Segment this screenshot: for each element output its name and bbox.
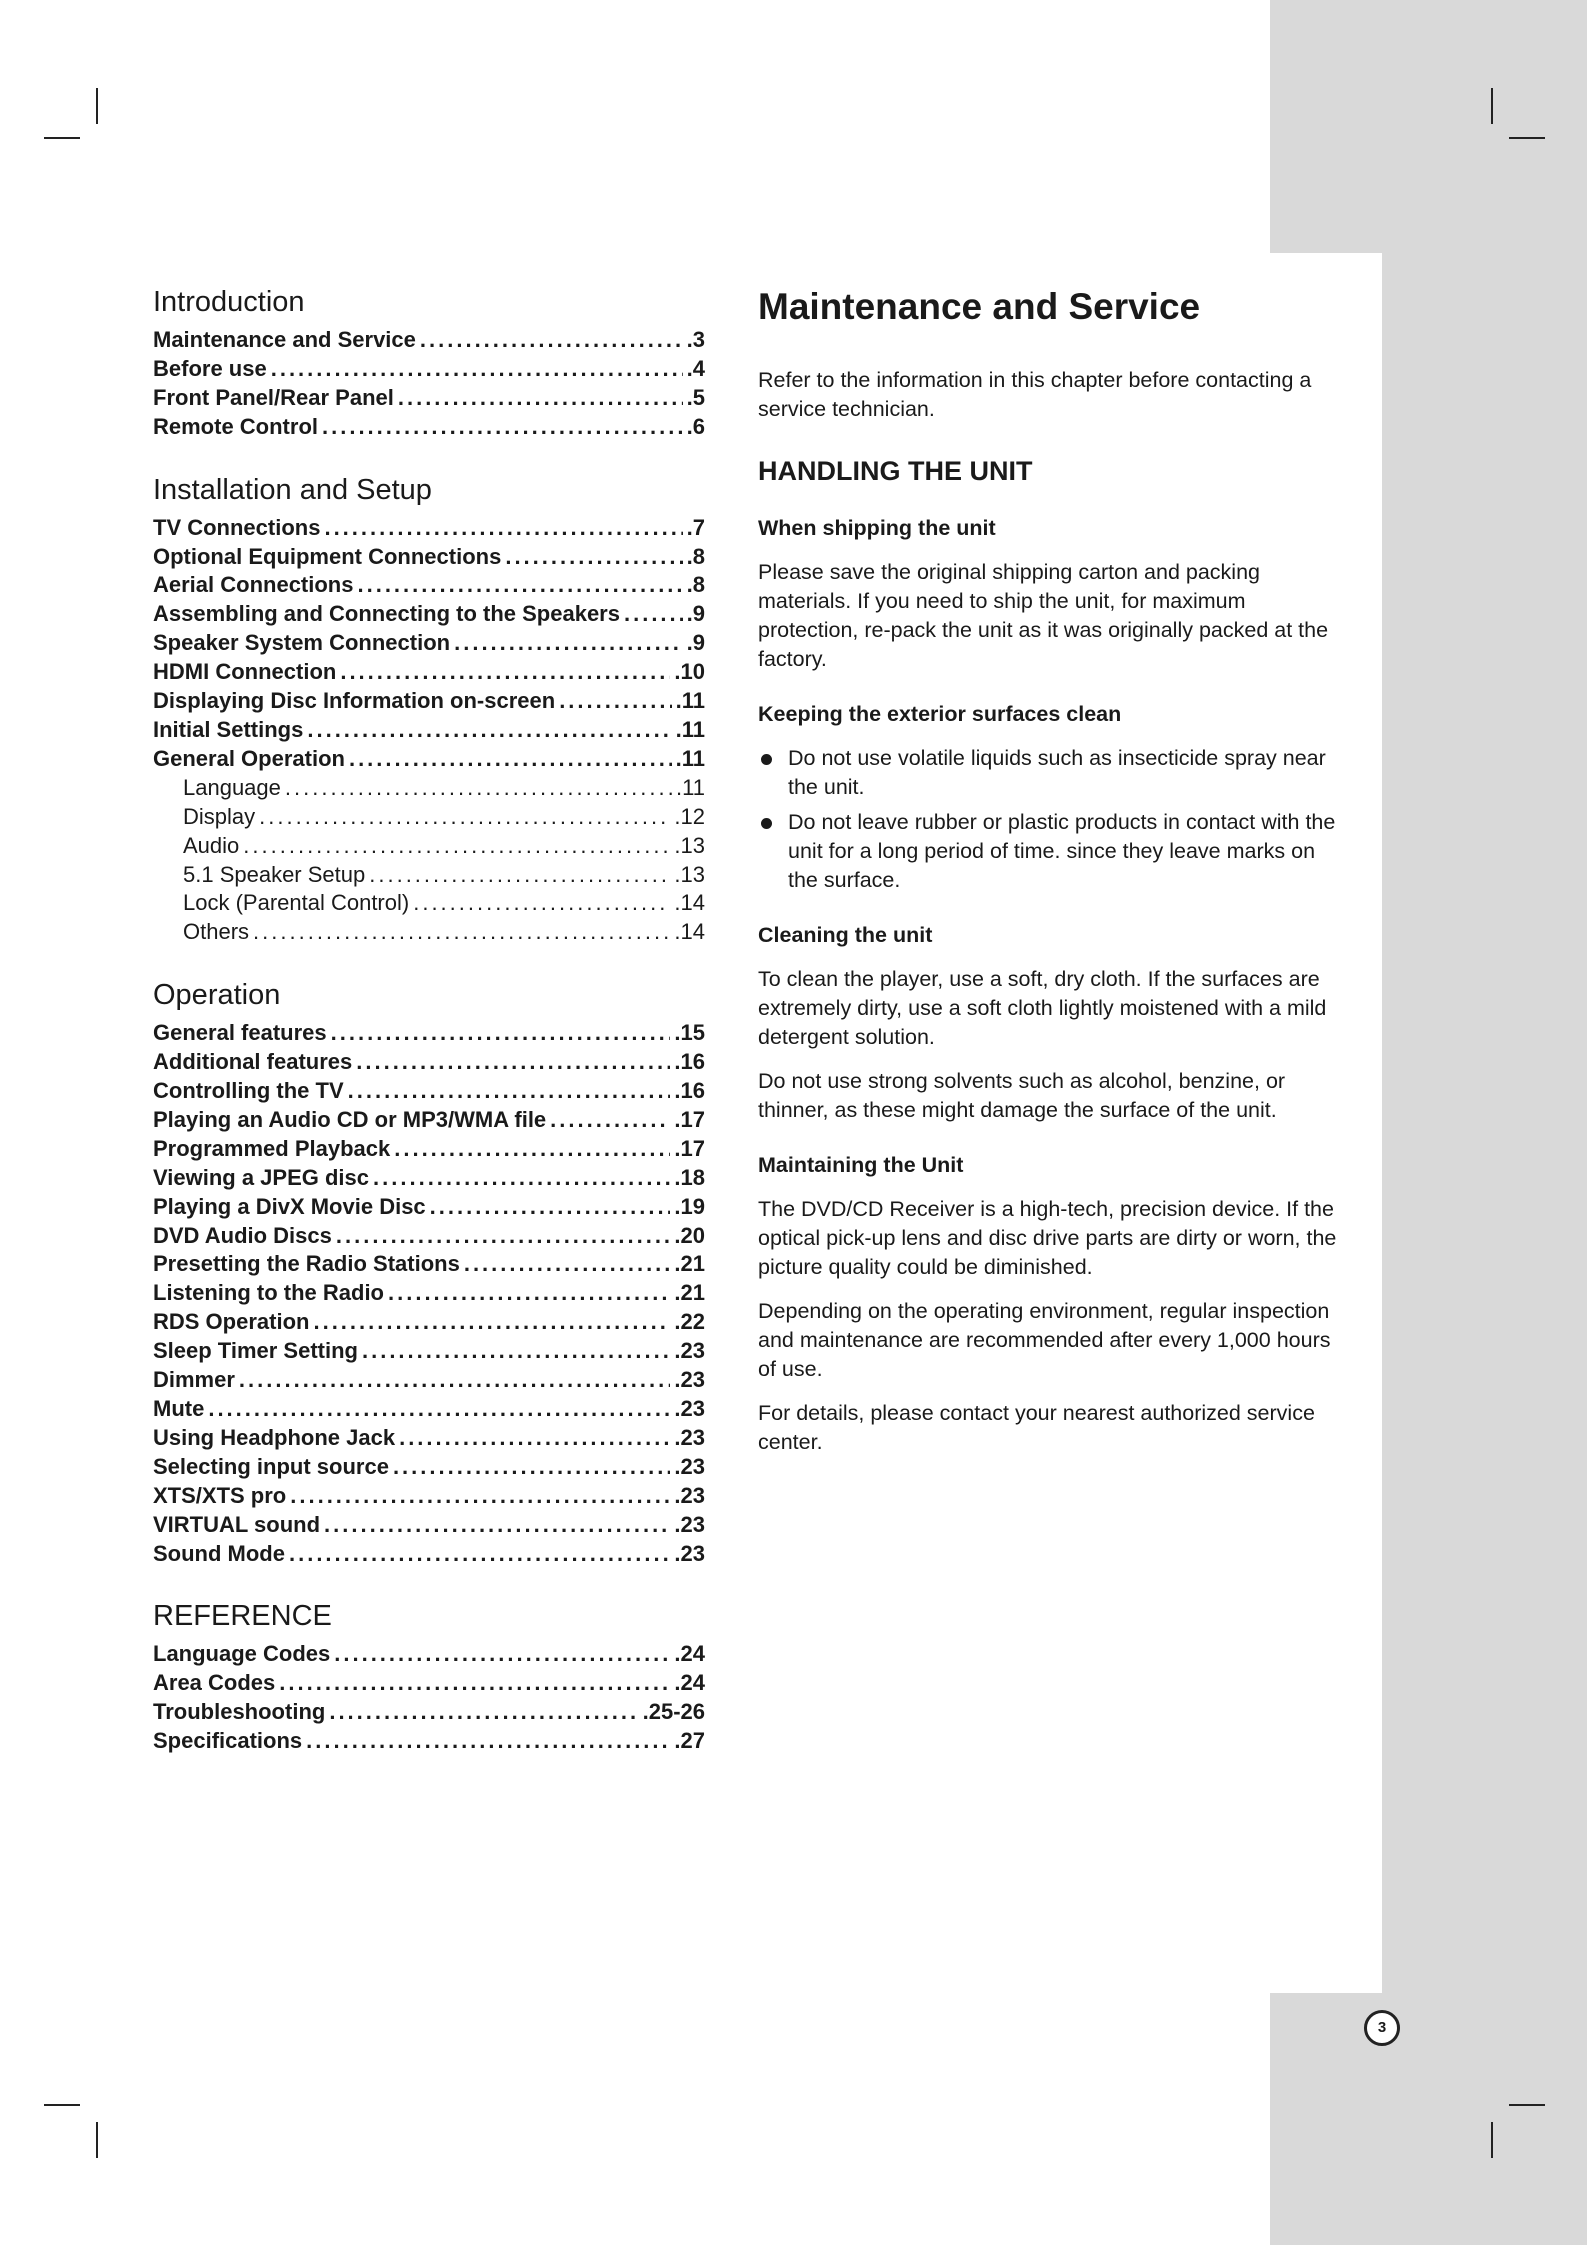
- toc-entry: [153, 1424, 705, 1453]
- maintaining-paragraph-2: Depending on the operating environment, regular inspection and maintenance are recommended after every 1,000 hours of use.: [758, 1299, 1331, 1381]
- toc-leader-dots: [306, 1727, 670, 1756]
- toc-entry: [153, 774, 705, 803]
- toc-entry: [153, 514, 705, 543]
- exterior-bullets: [758, 744, 1348, 895]
- exterior-heading: Keeping the exterior surfaces clean: [758, 702, 1122, 726]
- toc-leader-dots: [322, 413, 683, 442]
- bullet-icon: [761, 818, 772, 829]
- toc-entry-label: Front Panel/Rear Panel: [153, 384, 394, 410]
- toc-entry: [153, 571, 705, 600]
- toc-entry-page: .17: [674, 1106, 705, 1132]
- toc-entry-page: .24: [674, 1641, 705, 1667]
- toc-leader-dots: [373, 1164, 670, 1193]
- toc-entry-label: Programmed Playback: [153, 1135, 391, 1161]
- toc-entry-page: .13: [674, 861, 705, 887]
- toc-entry-label: RDS Operation: [153, 1309, 310, 1335]
- crop-mark: [96, 2122, 98, 2158]
- toc-entry: [153, 1308, 705, 1337]
- toc-leader-dots: [208, 1395, 670, 1424]
- toc-entry-page: .21: [674, 1251, 705, 1277]
- shipping-paragraph: Please save the original shipping carton and packing materials. If you need to ship the unit, for maximum protection, re-pack the unit as it was originally packed at the factory.: [758, 560, 1329, 671]
- toc-entry: [153, 745, 705, 774]
- toc-entry: [153, 1698, 705, 1727]
- toc-entry-page: .10: [674, 659, 705, 685]
- toc-entry-page: .21: [674, 1280, 705, 1306]
- page-number-badge: 3: [1364, 2010, 1400, 2046]
- maintenance-section: [758, 284, 1348, 1472]
- toc-leader-dots: [253, 918, 670, 947]
- toc-entry: [153, 1193, 705, 1222]
- toc-section-heading: Installation and Setup: [153, 473, 432, 506]
- toc-entry-label: Remote Control: [153, 413, 318, 439]
- toc-leader-dots: [550, 1106, 670, 1135]
- bullet-item: [758, 808, 1348, 895]
- toc-entry: [153, 1366, 705, 1395]
- toc-entry-page: .14: [674, 919, 705, 945]
- toc-entry-label: Language: [183, 774, 281, 800]
- toc-entry-label: Before use: [153, 355, 267, 381]
- toc-leader-dots: [289, 1540, 670, 1569]
- margin-band-middle: [1382, 253, 1587, 1993]
- toc-leader-dots: [393, 1453, 670, 1482]
- toc-entry-label: General Operation: [153, 745, 345, 771]
- toc-leader-dots: [464, 1250, 671, 1279]
- toc-entry: [153, 543, 705, 572]
- toc-entry-label: Area Codes: [153, 1670, 276, 1696]
- toc-entry-page: .4: [686, 355, 705, 381]
- toc-entry: [153, 413, 705, 442]
- toc-entry-label: Selecting input source: [153, 1453, 389, 1479]
- toc-entry: [153, 1640, 705, 1669]
- toc-entry-label: Sleep Timer Setting: [153, 1338, 358, 1364]
- toc-entry: [153, 326, 705, 355]
- toc-entry-page: .12: [674, 803, 705, 829]
- toc-entry-page: .16: [674, 1078, 705, 1104]
- toc-entry: [153, 1395, 705, 1424]
- toc-entry: [153, 1077, 705, 1106]
- toc-entry-page: .7: [686, 514, 705, 540]
- toc-entry-label: Troubleshooting: [153, 1699, 326, 1725]
- toc-entry-label: Viewing a JPEG disc: [153, 1164, 370, 1190]
- bullet-text: Do not use volatile liquids such as insecticide spray near the unit.: [788, 746, 1326, 799]
- toc-entry: [153, 384, 705, 413]
- toc-entry-page: .9: [686, 601, 705, 627]
- toc-leader-dots: [307, 716, 671, 745]
- toc-entry-label: Dimmer: [153, 1367, 235, 1393]
- toc-leader-dots: [336, 1222, 671, 1251]
- toc-entry: [153, 658, 705, 687]
- cleaning-heading: Cleaning the unit: [758, 923, 933, 947]
- toc-entry-label: Optional Equipment Connections: [153, 543, 502, 569]
- toc-entry: [153, 1540, 705, 1569]
- crop-mark: [1509, 137, 1545, 139]
- toc-leader-dots: [430, 1193, 671, 1222]
- toc-entry-label: Displaying Disc Information on-screen: [153, 688, 556, 714]
- toc-entry: [153, 1135, 705, 1164]
- toc-leader-dots: [279, 1669, 670, 1698]
- toc-entry: [153, 1727, 705, 1756]
- toc-entry-label: VIRTUAL sound: [153, 1511, 321, 1537]
- section-heading: HANDLING THE UNIT: [758, 456, 1033, 486]
- toc-entry-label: Speaker System Connection: [153, 630, 451, 656]
- toc-entry-page: .13: [674, 832, 705, 858]
- toc-entry: [153, 1453, 705, 1482]
- toc-entry-label: Playing an Audio CD or MP3/WMA file: [153, 1106, 547, 1132]
- bullet-text: Do not leave rubber or plastic products in contact with the unit for a long period of time. since they leave marks on the surface.: [788, 810, 1336, 892]
- toc-entry: [153, 1222, 705, 1251]
- bullet-item: [758, 744, 1348, 802]
- maintaining-paragraph-3: For details, please contact your nearest authorized service center.: [758, 1401, 1315, 1454]
- toc-entry: [153, 355, 705, 384]
- shipping-heading: When shipping the unit: [758, 516, 996, 540]
- toc-leader-dots: [357, 571, 682, 600]
- crop-mark: [44, 137, 80, 139]
- toc-entry: [153, 1337, 705, 1366]
- toc-entry-label: Specifications: [153, 1728, 303, 1754]
- toc-entry: [153, 629, 705, 658]
- toc-entry-label: Using Headphone Jack: [153, 1424, 396, 1450]
- toc-entry: [153, 1279, 705, 1308]
- toc-leader-dots: [349, 745, 672, 774]
- toc-entry-label: Listening to the Radio: [153, 1280, 384, 1306]
- toc-entry-label: DVD Audio Discs: [153, 1222, 332, 1248]
- crop-mark: [44, 2104, 80, 2106]
- toc-section-heading: Introduction: [153, 286, 305, 318]
- toc-entry-label: Language Codes: [153, 1641, 331, 1667]
- toc-leader-dots: [340, 658, 670, 687]
- toc-entry-page: .23: [674, 1540, 705, 1566]
- toc-entry: [153, 1048, 705, 1077]
- toc-entry-page: .22: [674, 1309, 705, 1335]
- toc-entry: [153, 832, 705, 861]
- toc-entry-page: .23: [674, 1424, 705, 1450]
- toc-entry-label: Playing a DivX Movie Disc: [153, 1193, 426, 1219]
- toc-leader-dots: [559, 687, 671, 716]
- toc-leader-dots: [324, 514, 682, 543]
- toc-leader-dots: [331, 1019, 671, 1048]
- toc-entry: [153, 1019, 705, 1048]
- toc-entry: [153, 1511, 705, 1540]
- toc-entry-label: General features: [153, 1020, 327, 1046]
- toc-leader-dots: [398, 384, 683, 413]
- toc-leader-dots: [624, 600, 683, 629]
- toc-entry-page: .11: [675, 745, 705, 771]
- toc-entry-page: .23: [674, 1511, 705, 1537]
- crop-mark: [96, 88, 98, 124]
- toc-leader-dots: [362, 1337, 670, 1366]
- toc-entry: [153, 861, 705, 890]
- intro-paragraph: Refer to the information in this chapter before contacting a service technician.: [758, 368, 1312, 421]
- crop-mark: [1491, 88, 1493, 124]
- toc-entry-label: Maintenance and Service: [153, 327, 416, 352]
- toc-entry-page: .20: [674, 1222, 705, 1248]
- toc-entry-page: .15: [674, 1020, 705, 1046]
- toc-leader-dots: [356, 1048, 670, 1077]
- margin-band-top: [1270, 0, 1587, 253]
- toc-leader-dots: [285, 774, 672, 803]
- toc-leader-dots: [329, 1698, 638, 1727]
- toc-entry-page: .3: [686, 327, 705, 352]
- toc-entry-label: Additional features: [153, 1049, 353, 1075]
- toc-entry-label: Lock (Parental Control): [183, 890, 410, 916]
- toc-entry: [153, 918, 705, 947]
- toc-section: [153, 977, 705, 1568]
- toc-entry: [153, 889, 705, 918]
- toc-leader-dots: [454, 629, 683, 658]
- toc-leader-dots: [394, 1135, 670, 1164]
- toc-entry-page: .6: [686, 413, 705, 439]
- toc-leader-dots: [369, 861, 670, 890]
- toc-entry-page: .11: [676, 774, 705, 800]
- toc-leader-dots: [399, 1424, 670, 1453]
- cleaning-paragraph-2: Do not use strong solvents such as alcohol, benzine, or thinner, as these might damage the surface of the unit.: [758, 1069, 1286, 1122]
- toc-entry: [153, 1106, 705, 1135]
- toc-section-heading: Operation: [153, 979, 281, 1012]
- toc-entry-page: .19: [674, 1193, 705, 1219]
- toc-entry-label: Assembling and Connecting to the Speakers: [153, 601, 620, 627]
- toc-entry-label: Presetting the Radio Stations: [153, 1251, 460, 1277]
- toc-entry-label: 5.1 Speaker Setup: [183, 861, 366, 887]
- toc-entry-label: Controlling the TV: [153, 1078, 344, 1104]
- toc-entry-label: Aerial Connections: [153, 572, 354, 598]
- crop-mark: [1491, 2122, 1493, 2158]
- toc-leader-dots: [290, 1482, 670, 1511]
- toc-entry: [153, 600, 705, 629]
- toc-section: [153, 472, 705, 948]
- toc-entry-label: Initial Settings: [153, 716, 304, 742]
- toc-entry-page: .23: [674, 1338, 705, 1364]
- toc-entry: [153, 803, 705, 832]
- toc-entry-label: Mute: [153, 1396, 205, 1421]
- toc-entry-label: TV Connections: [153, 514, 321, 540]
- toc-entry: [153, 1669, 705, 1698]
- toc-section: [153, 284, 705, 442]
- toc-entry-page: .27: [674, 1728, 705, 1754]
- toc-entry-page: .23: [674, 1482, 705, 1508]
- toc-leader-dots: [334, 1640, 670, 1669]
- margin-band-bottom: [1270, 1993, 1587, 2245]
- toc-entry-page: .11: [675, 688, 705, 714]
- bullet-icon: [761, 754, 772, 765]
- toc-entry-page: .14: [674, 890, 705, 916]
- toc-entry-label: Others: [183, 919, 250, 945]
- toc-entry-label: Audio: [183, 832, 240, 858]
- toc-leader-dots: [271, 355, 683, 384]
- toc-entry: [153, 1250, 705, 1279]
- toc-entry: [153, 1164, 705, 1193]
- toc-entry: [153, 687, 705, 716]
- toc-leader-dots: [243, 832, 670, 861]
- toc-entry-page: .11: [675, 716, 705, 742]
- toc-leader-dots: [413, 889, 670, 918]
- page-title: Maintenance and Service: [758, 286, 1201, 327]
- toc-entry-page: .16: [674, 1049, 705, 1075]
- toc-leader-dots: [388, 1279, 670, 1308]
- toc-leader-dots: [259, 803, 670, 832]
- toc-entry-page: .17: [674, 1135, 705, 1161]
- toc-leader-dots: [239, 1366, 670, 1395]
- toc-entry-label: XTS/XTS pro: [153, 1482, 287, 1508]
- maintaining-heading: Maintaining the Unit: [758, 1153, 964, 1177]
- toc-leader-dots: [313, 1308, 670, 1337]
- toc-entry-label: Sound Mode: [153, 1540, 285, 1566]
- toc-entry-page: .23: [674, 1396, 705, 1421]
- cleaning-paragraph-1: To clean the player, use a soft, dry cloth. If the surfaces are extremely dirty, use a soft cloth lightly moistened with a mild detergent solution.: [758, 967, 1327, 1049]
- toc-entry: [153, 716, 705, 745]
- toc-entry-page: .8: [686, 543, 705, 569]
- toc-section-heading: REFERENCE: [153, 1600, 332, 1633]
- toc-entry-page: .8: [686, 572, 705, 598]
- crop-mark: [1509, 2104, 1545, 2106]
- toc-leader-dots: [348, 1077, 671, 1106]
- toc-section: [153, 1598, 705, 1756]
- toc-entry-page: .18: [674, 1164, 705, 1190]
- toc-entry-label: Display: [183, 803, 256, 829]
- table-of-contents: [153, 284, 705, 1786]
- toc-leader-dots: [420, 326, 683, 355]
- toc-entry: [153, 1482, 705, 1511]
- toc-entry-page: .24: [674, 1670, 705, 1696]
- toc-entry-label: HDMI Connection: [153, 659, 337, 685]
- toc-leader-dots: [505, 543, 682, 572]
- toc-entry-page: .9: [686, 630, 705, 656]
- toc-leader-dots: [324, 1511, 670, 1540]
- toc-entry-page: .25-26: [642, 1699, 705, 1725]
- toc-entry-page: .23: [674, 1453, 705, 1479]
- toc-entry-page: .5: [686, 384, 705, 410]
- toc-entry-page: .23: [674, 1367, 705, 1393]
- maintaining-paragraph-1: The DVD/CD Receiver is a high-tech, precision device. If the optical pick-up lens and disc drive parts are dirty or worn, the picture quality could be diminished.: [758, 1197, 1337, 1279]
